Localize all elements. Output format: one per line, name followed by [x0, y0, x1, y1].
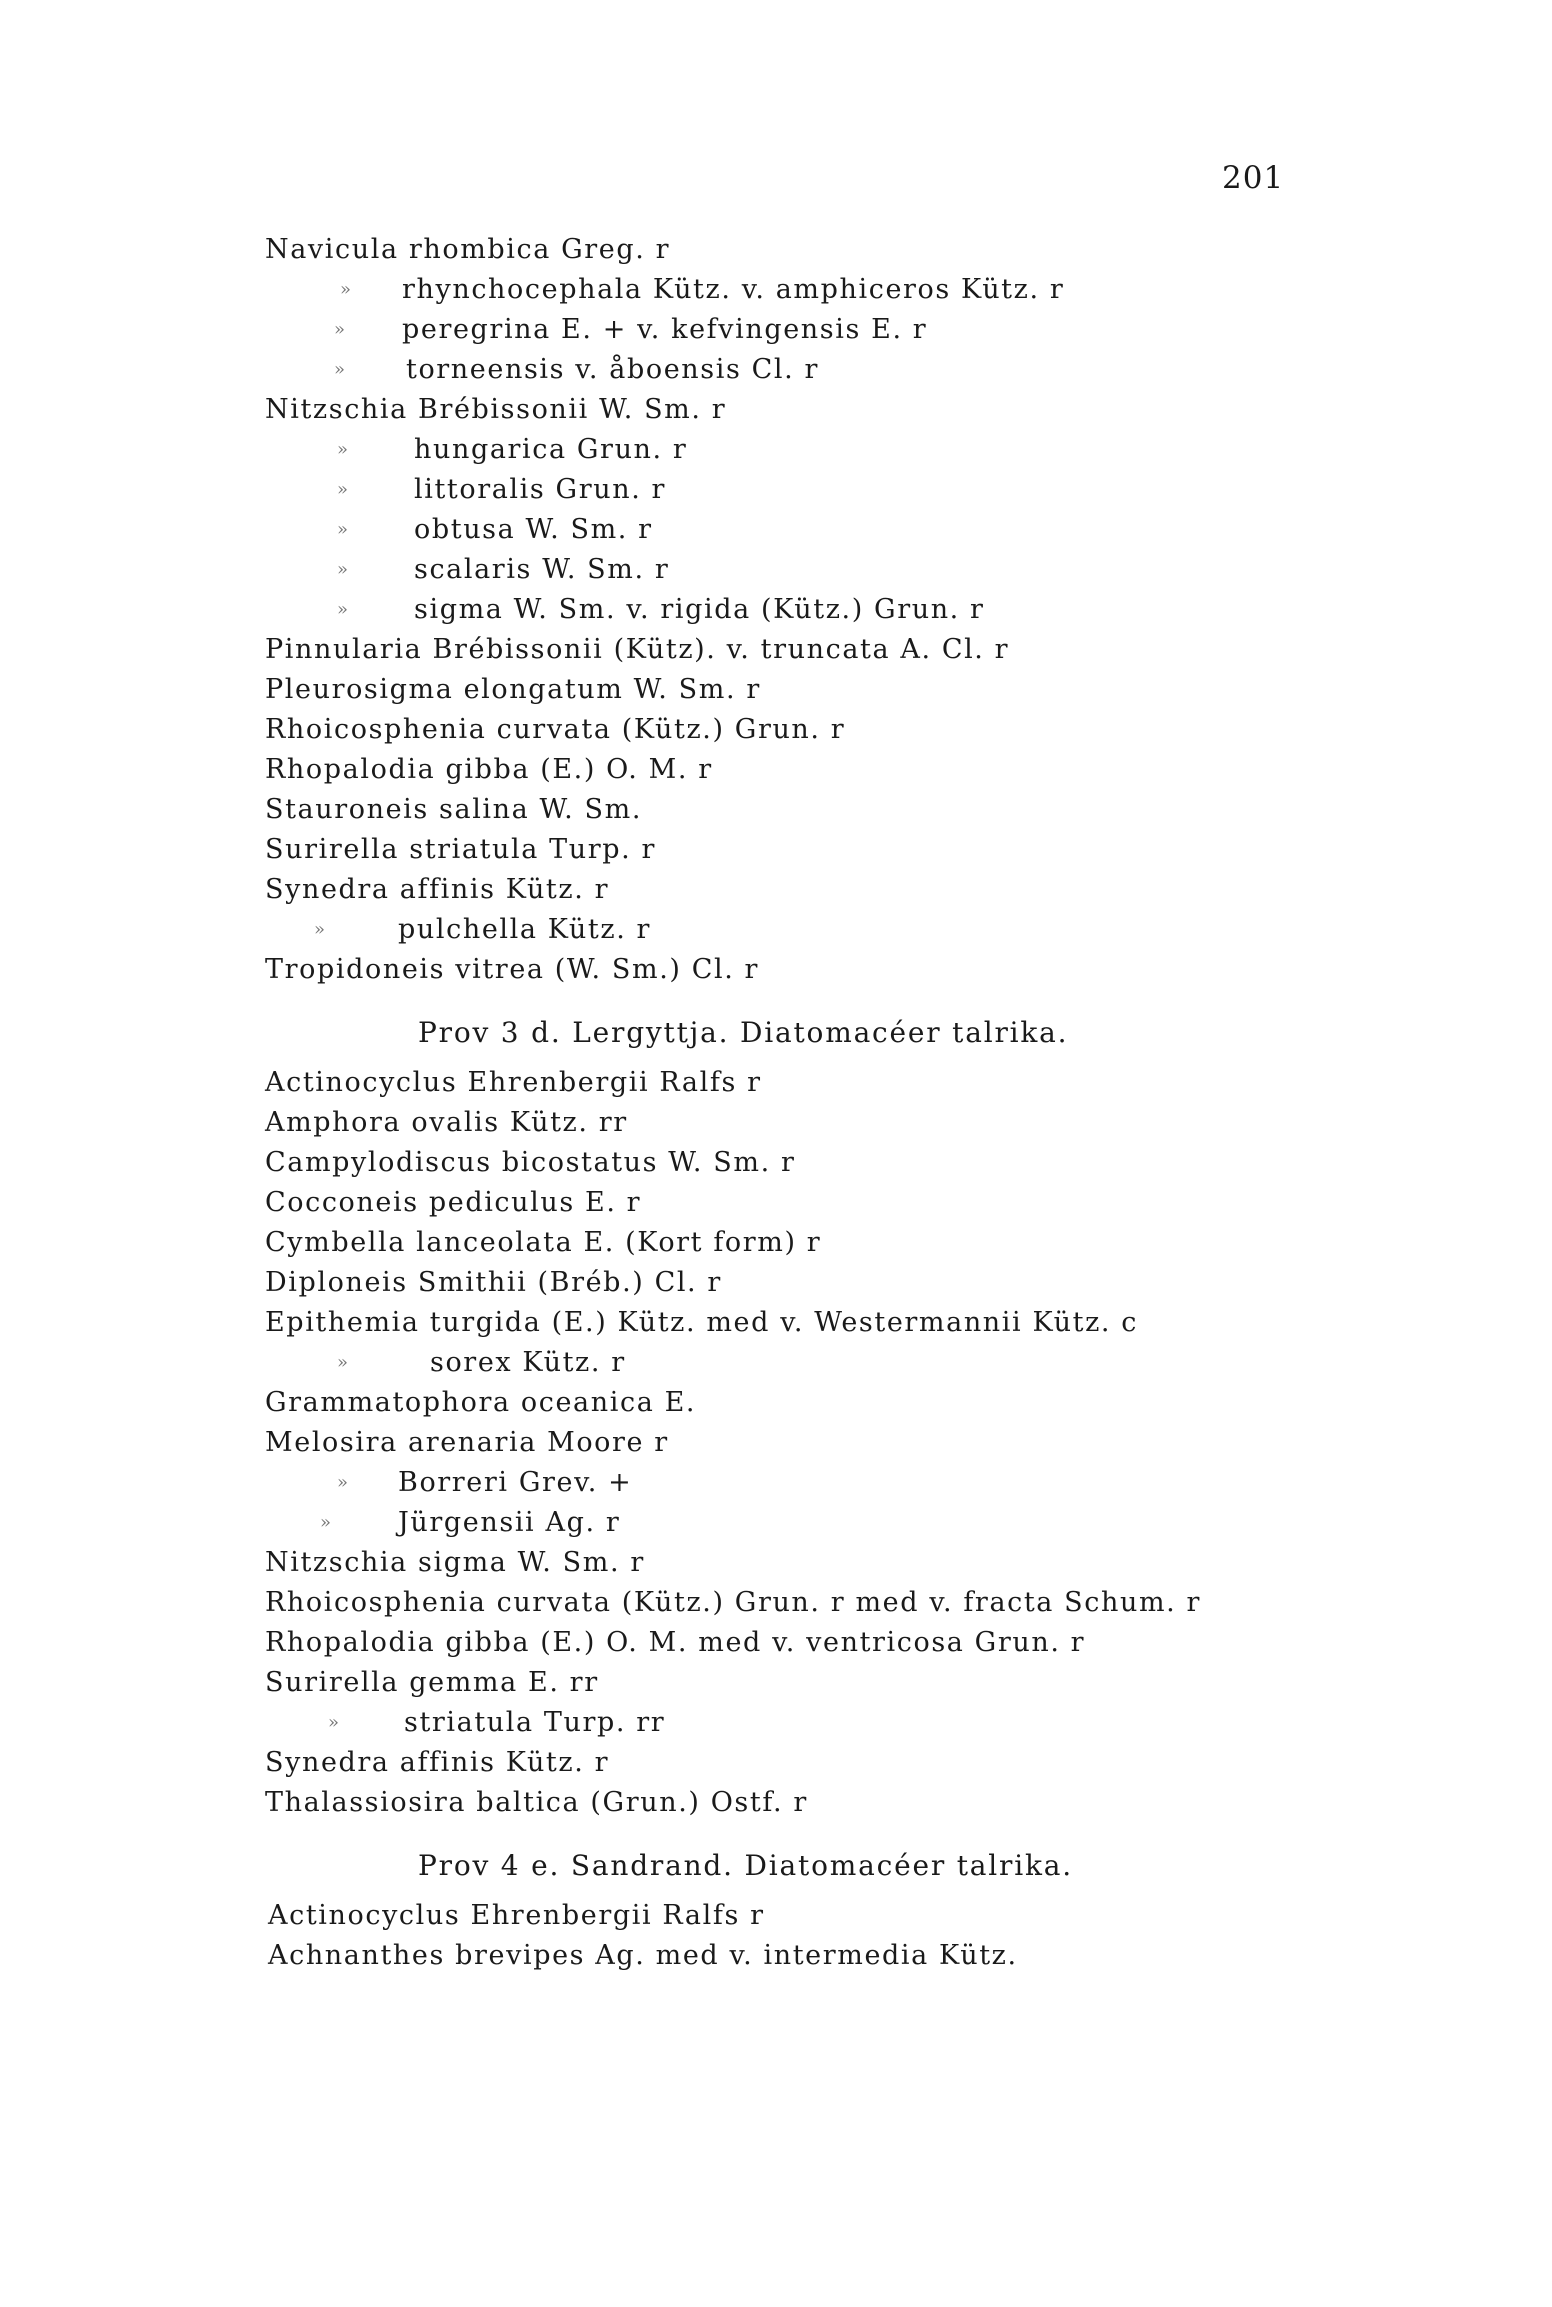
list-item: obtusa W. Sm. r	[414, 514, 653, 545]
ditto-mark: »	[340, 279, 352, 300]
list-item: Epithemia turgida (E.) Kütz. med v. Westermannii Kütz. c	[265, 1307, 1138, 1338]
list-item: sigma W. Sm. v. rigida (Kütz.) Grun. r	[414, 594, 985, 625]
list-item: striatula Turp. rr	[404, 1707, 666, 1738]
ditto-mark: »	[337, 1352, 349, 1373]
list-item: Rhoicosphenia curvata (Kütz.) Grun. r med v. fracta Schum. r	[265, 1587, 1202, 1618]
list-item: Thalassiosira baltica (Grun.) Ostf. r	[265, 1787, 808, 1818]
section-3-heading: Prov 4 e. Sandrand. Diatomacéer talrika.	[418, 1849, 1073, 1882]
list-item: sorex Kütz. r	[430, 1347, 626, 1378]
ditto-mark: »	[337, 599, 349, 620]
list-item: Surirella striatula Turp. r	[265, 834, 657, 865]
list-item: Rhoicosphenia curvata (Kütz.) Grun. r	[265, 714, 846, 745]
list-item: Grammatophora oceanica E.	[265, 1387, 697, 1418]
list-item: Jürgensii Ag. r	[398, 1507, 621, 1538]
list-item: littoralis Grun. r	[414, 474, 667, 505]
list-item: rhynchocephala Kütz. v. amphiceros Kütz. r	[402, 274, 1065, 305]
ditto-mark: »	[337, 439, 349, 460]
list-item: peregrina E. + v. kefvingensis E. r	[402, 314, 928, 345]
list-item: Cocconeis pediculus E. r	[265, 1187, 642, 1218]
ditto-mark: »	[337, 1472, 349, 1493]
list-item: Campylodiscus bicostatus W. Sm. r	[265, 1147, 796, 1178]
list-item: torneensis v. åboensis Cl. r	[406, 354, 819, 385]
list-item: Navicula rhombica Greg. r	[265, 234, 671, 265]
list-item: Melosira arenaria Moore r	[265, 1427, 669, 1458]
list-item: Diploneis Smithii (Bréb.) Cl. r	[265, 1267, 722, 1298]
ditto-mark: »	[337, 519, 349, 540]
list-item: Rhopalodia gibba (E.) O. M. med v. ventricosa Grun. r	[265, 1627, 1086, 1658]
ditto-mark: »	[314, 919, 326, 940]
list-item: Borreri Grev. +	[398, 1467, 633, 1498]
ditto-mark: »	[328, 1712, 340, 1733]
list-item: Cymbella lanceolata E. (Kort form) r	[265, 1227, 822, 1258]
section-2-heading: Prov 3 d. Lergyttja. Diatomacéer talrika.	[418, 1016, 1069, 1049]
list-item: Achnanthes brevipes Ag. med v. intermedia Kütz.	[268, 1940, 1018, 1971]
list-item: Amphora ovalis Kütz. rr	[265, 1107, 628, 1138]
list-item: pulchella Kütz. r	[398, 914, 652, 945]
ditto-mark: »	[320, 1512, 332, 1533]
list-item: Synedra affinis Kütz. r	[265, 874, 610, 905]
ditto-mark: »	[337, 559, 349, 580]
list-item: hungarica Grun. r	[414, 434, 688, 465]
list-item: Surirella gemma E. rr	[265, 1667, 599, 1698]
list-item: Pinnularia Brébissonii (Kütz). v. truncata A. Cl. r	[265, 634, 1010, 665]
list-item: Stauroneis salina W. Sm.	[265, 794, 643, 825]
list-item: Nitzschia Brébissonii W. Sm. r	[265, 394, 727, 425]
list-item: Actinocyclus Ehrenbergii Ralfs r	[268, 1900, 765, 1931]
ditto-mark: »	[334, 359, 346, 380]
list-item: Actinocyclus Ehrenbergii Ralfs r	[265, 1067, 762, 1098]
list-item: Pleurosigma elongatum W. Sm. r	[265, 674, 761, 705]
list-item: Rhopalodia gibba (E.) O. M. r	[265, 754, 713, 785]
list-item: Synedra affinis Kütz. r	[265, 1747, 610, 1778]
page-number: 201	[1222, 160, 1285, 196]
list-item: Nitzschia sigma W. Sm. r	[265, 1547, 645, 1578]
ditto-mark: »	[337, 479, 349, 500]
ditto-mark: »	[334, 319, 346, 340]
list-item: scalaris W. Sm. r	[414, 554, 670, 585]
list-item: Tropidoneis vitrea (W. Sm.) Cl. r	[265, 954, 760, 985]
